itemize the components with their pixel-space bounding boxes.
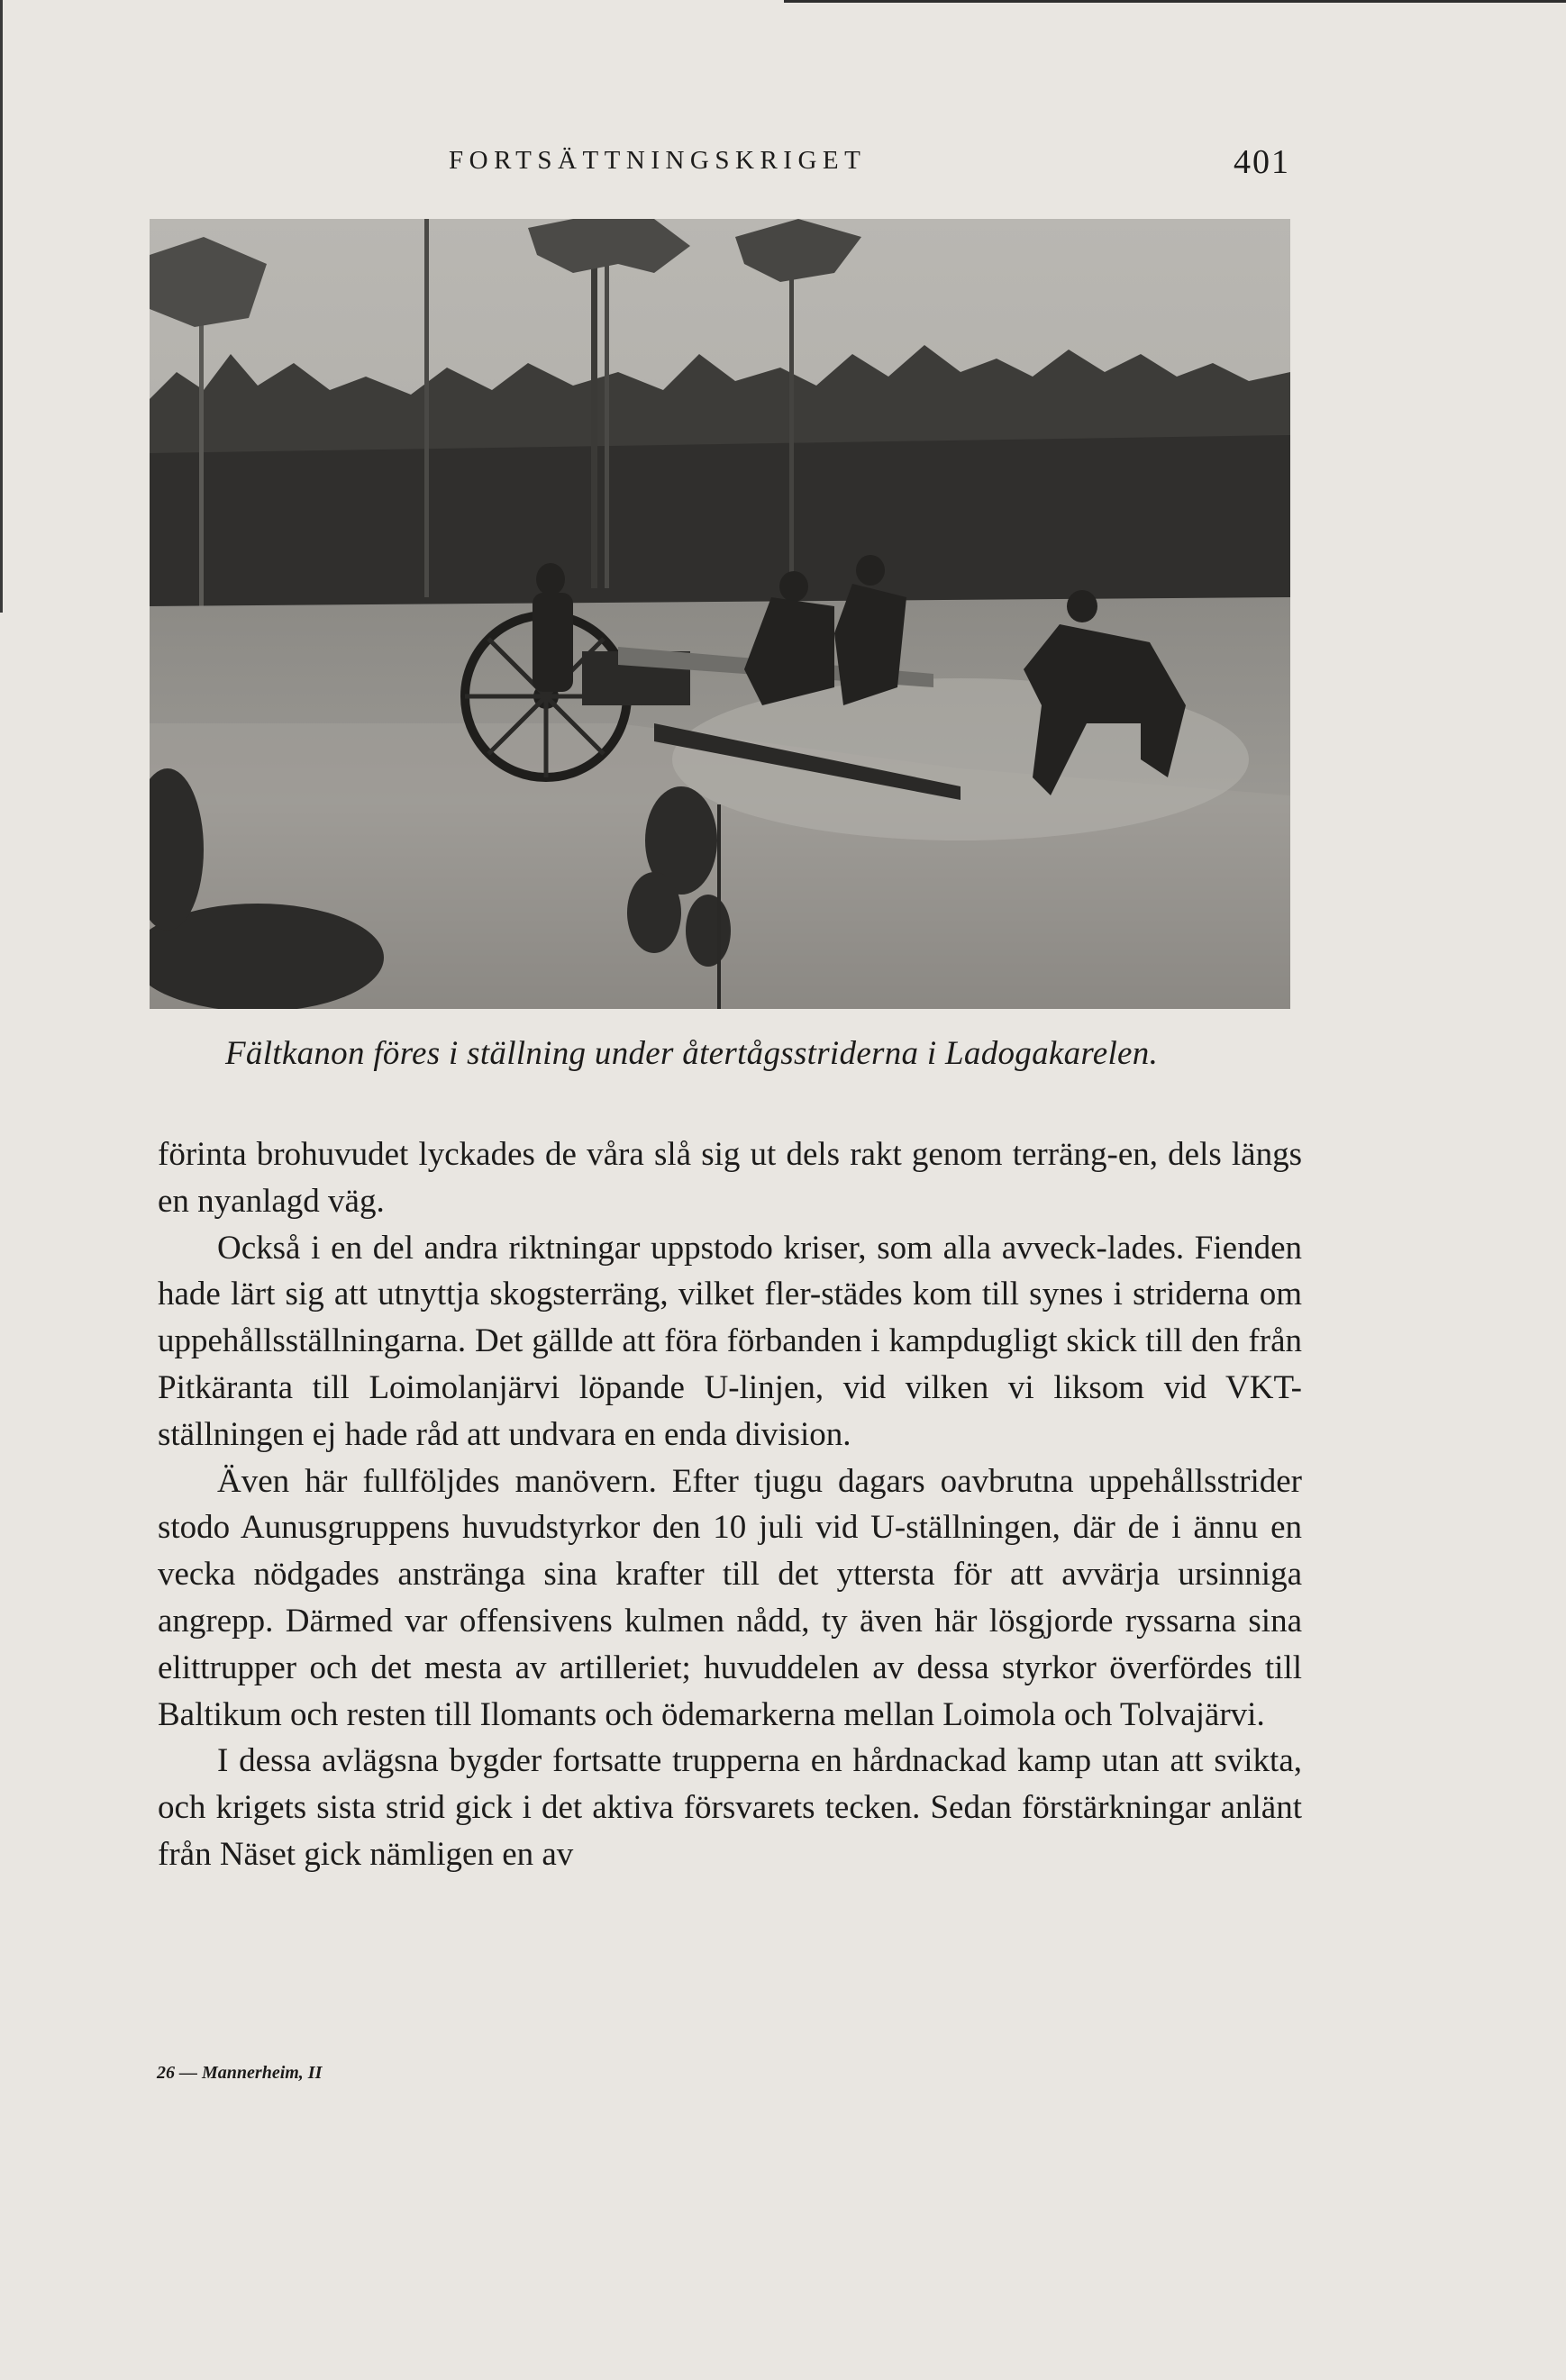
photo-illustration	[150, 219, 1290, 1009]
paragraph: förinta brohuvudet lyckades de våra slå sig ut dels rakt genom terräng-en, dels längs en nyanlagd väg.	[158, 1136, 1302, 1220]
field-gun-photograph	[150, 219, 1290, 1009]
paragraph: Även här fullföljdes manövern. Efter tjugu dagars oavbrutna uppehållsstrider stodo Aunusgruppens huvudstyrkor den 10 juli vid U-ställningen, där de i ännu en vecka nödgades anstränga sina krafter till det yttersta för att avvärja ursinniga angrepp. Därmed var offensivens kulmen nådd, ty även här lösgjorde ryssarna sina elittrupper och det mesta av artilleriet; huvuddelen av dessa styrkor överfördes till Baltikum och resten till Ilomants och ödemarkerna mellan Loimola och Tolvajärvi.	[158, 1462, 1302, 1733]
page-edge-top	[784, 0, 1566, 3]
page-edge-left	[0, 0, 3, 613]
paragraph: Också i en del andra riktningar uppstodo kriser, som alla avveck-lades. Fienden hade lärt sig att utnyttja skogsterräng, vilket fler-städes kom till synes i striderna om uppehållsställningarna. Det gällde att föra förbanden i kampdugligt skick till den från Pitkäranta till Loimolanjärvi löpande U-linjen, vid vilken vi liksom vid VKT-ställningen ej hade råd att undvara en enda division.	[158, 1229, 1302, 1453]
running-title: FORTSÄTTNINGSKRIGET	[449, 146, 867, 175]
running-head	[0, 135, 1566, 189]
printer-signature: 26 — Mannerheim, II	[157, 2063, 323, 2083]
body-text	[158, 1131, 1302, 1878]
figure-caption: Fältkanon föres i ställning under återtågsstriderna i Ladogakarelen.	[225, 1035, 1159, 1072]
page-number: 401	[1234, 143, 1290, 181]
paragraph: I dessa avlägsna bygder fortsatte trupperna en hårdnackad kamp utan att svikta, och krigets sista strid gick i det aktiva försvarets tecken. Sedan förstärkningar anlänt från Näset gick nämligen en av	[158, 1742, 1302, 1873]
